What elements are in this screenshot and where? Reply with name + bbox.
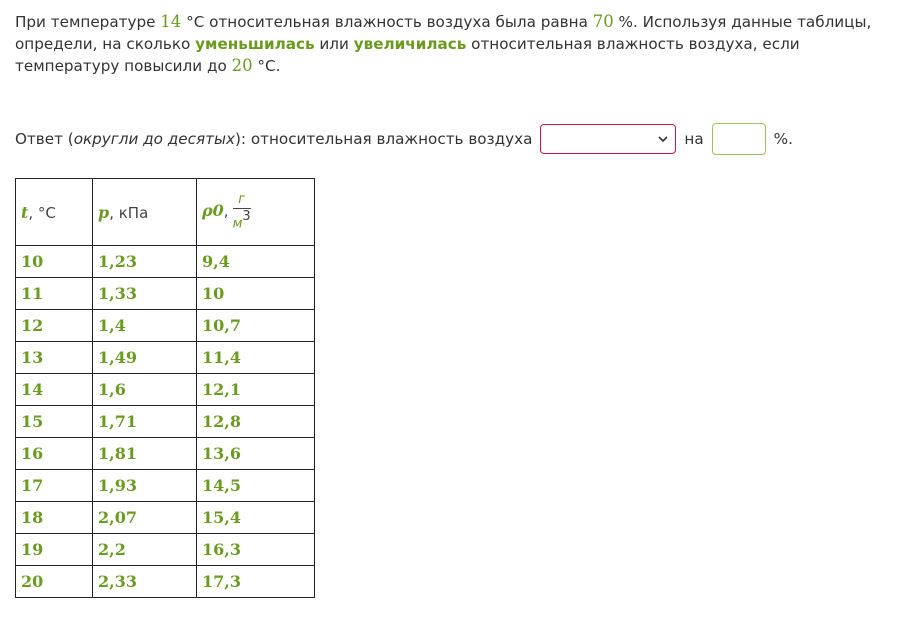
density-unit-numerator: г bbox=[233, 193, 251, 209]
answer-label: ): относительная влажность воздуха bbox=[234, 130, 533, 148]
cell-density: 16,3 bbox=[197, 534, 315, 566]
table-row bbox=[16, 438, 315, 470]
chevron-down-icon bbox=[657, 131, 669, 147]
humidity-change-input[interactable] bbox=[712, 123, 766, 155]
cell-temperature: 12 bbox=[16, 310, 93, 342]
problem-text-2: °C относительная влажность воздуха была равна bbox=[181, 13, 593, 31]
cell-pressure: 2,2 bbox=[93, 534, 197, 566]
cell-pressure: 2,33 bbox=[93, 566, 197, 598]
cell-density: 10 bbox=[197, 278, 315, 310]
header-density bbox=[197, 179, 315, 246]
table-row bbox=[16, 310, 315, 342]
cell-density: 9,4 bbox=[197, 246, 315, 278]
cell-density: 15,4 bbox=[197, 502, 315, 534]
problem-text-1: При температуре bbox=[15, 13, 161, 31]
problem-text-6: °C. bbox=[252, 57, 281, 75]
header-pressure bbox=[93, 179, 197, 246]
header-pressure-var: p bbox=[98, 202, 110, 222]
density-unit-exponent: 3 bbox=[242, 209, 251, 225]
cell-density: 12,1 bbox=[197, 374, 315, 406]
density-unit-denominator bbox=[233, 209, 251, 230]
answer-prefix: Ответ ( bbox=[15, 130, 74, 148]
cell-temperature: 14 bbox=[16, 374, 93, 406]
cell-temperature: 17 bbox=[16, 470, 93, 502]
keyword-increase: увеличилась bbox=[353, 35, 467, 53]
cell-pressure: 1,71 bbox=[93, 406, 197, 438]
cell-pressure: 1,4 bbox=[93, 310, 197, 342]
table-row bbox=[16, 534, 315, 566]
cell-temperature: 10 bbox=[16, 246, 93, 278]
cell-density: 14,5 bbox=[197, 470, 315, 502]
answer-hint: округли до десятых bbox=[73, 130, 235, 148]
table-row bbox=[16, 502, 315, 534]
problem-statement bbox=[15, 11, 891, 77]
cell-pressure: 1,49 bbox=[93, 342, 197, 374]
header-temperature-unit: , °C bbox=[28, 203, 56, 222]
table-row bbox=[16, 470, 315, 502]
saturation-table bbox=[15, 178, 315, 598]
cell-pressure: 2,07 bbox=[93, 502, 197, 534]
cell-temperature: 18 bbox=[16, 502, 93, 534]
problem-text-3: %. Используя данные таблицы, определи, на сколько bbox=[15, 13, 872, 53]
table-row bbox=[16, 246, 315, 278]
on-label: на bbox=[684, 130, 704, 148]
table-row bbox=[16, 374, 315, 406]
cell-pressure: 1,81 bbox=[93, 438, 197, 470]
table-row bbox=[16, 342, 315, 374]
cell-temperature: 19 bbox=[16, 534, 93, 566]
table-row bbox=[16, 406, 315, 438]
cell-density: 10,7 bbox=[197, 310, 315, 342]
final-temperature: 20 bbox=[231, 56, 253, 75]
cell-temperature: 16 bbox=[16, 438, 93, 470]
header-density-var: ρ0 bbox=[202, 201, 224, 221]
problem-text-4: или bbox=[314, 35, 354, 53]
cell-density: 13,6 bbox=[197, 438, 315, 470]
answer-line bbox=[15, 122, 793, 156]
cell-pressure: 1,33 bbox=[93, 278, 197, 310]
header-temperature-var: t bbox=[21, 202, 29, 222]
header-density-sep: , bbox=[223, 202, 229, 221]
density-unit-base: м bbox=[232, 216, 243, 232]
table-header-row bbox=[16, 179, 315, 246]
cell-temperature: 15 bbox=[16, 406, 93, 438]
cell-density: 17,3 bbox=[197, 566, 315, 598]
cell-density: 11,4 bbox=[197, 342, 315, 374]
initial-temperature: 14 bbox=[160, 12, 182, 31]
cell-pressure: 1,23 bbox=[93, 246, 197, 278]
cell-temperature: 13 bbox=[16, 342, 93, 374]
table-row bbox=[16, 566, 315, 598]
cell-density: 12,8 bbox=[197, 406, 315, 438]
table-row bbox=[16, 278, 315, 310]
header-pressure-unit: , кПа bbox=[109, 203, 149, 222]
cell-temperature: 20 bbox=[16, 566, 93, 598]
cell-temperature: 11 bbox=[16, 278, 93, 310]
cell-pressure: 1,6 bbox=[93, 374, 197, 406]
change-direction-select[interactable] bbox=[540, 124, 676, 154]
percent-suffix: %. bbox=[773, 130, 793, 148]
density-unit-fraction bbox=[233, 193, 251, 230]
problem-text-5: относительная влажность воздуха, если температуру повысили до bbox=[15, 35, 800, 75]
keyword-decrease: уменьшилась bbox=[195, 35, 315, 53]
header-temperature bbox=[16, 179, 93, 246]
initial-humidity: 70 bbox=[592, 12, 614, 31]
cell-pressure: 1,93 bbox=[93, 470, 197, 502]
